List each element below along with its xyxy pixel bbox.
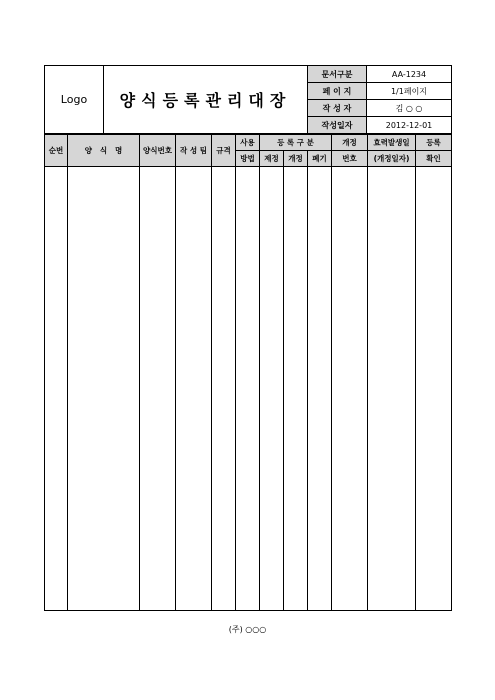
col-form-number: 양식번호 — [140, 135, 176, 167]
meta-label-author: 작 성 자 — [308, 100, 367, 117]
table-cell[interactable] — [368, 167, 416, 611]
col-revision-bottom: 번호 — [332, 151, 368, 167]
col-revision-top: 개정 — [332, 135, 368, 151]
table-cell[interactable] — [236, 167, 260, 611]
col-confirm-top: 등록 — [416, 135, 452, 151]
table-cell[interactable] — [416, 167, 452, 611]
col-usage-top: 사용 — [236, 135, 260, 151]
col-team: 작 성 팀 — [176, 135, 212, 167]
meta-value-author: 김 ○ ○ — [367, 100, 452, 117]
table-cell[interactable] — [68, 167, 140, 611]
company-footer: (주) ○○○ — [228, 625, 267, 634]
meta-value-date: 2012-12-01 — [367, 117, 452, 134]
table-cell[interactable] — [140, 167, 176, 611]
ledger-table — [44, 134, 452, 611]
col-seq: 순번 — [45, 135, 68, 167]
table-row — [45, 167, 452, 611]
col-reg-new: 제정 — [260, 151, 284, 167]
table-cell[interactable] — [308, 167, 332, 611]
col-usage-bottom: 방법 — [236, 151, 260, 167]
col-form-name: 양 식 명 — [68, 135, 140, 167]
col-registration-group: 등 록 구 분 — [260, 135, 332, 151]
page-title: 양식등록관리대장 — [104, 66, 308, 134]
table-cell[interactable] — [45, 167, 68, 611]
table-cell[interactable] — [212, 167, 236, 611]
logo: Logo — [45, 66, 104, 134]
table-cell[interactable] — [332, 167, 368, 611]
table-cell[interactable] — [176, 167, 212, 611]
table-cell[interactable] — [284, 167, 308, 611]
meta-label-date: 작성일자 — [308, 117, 367, 134]
meta-value-doc-type: AA-1234 — [367, 66, 452, 83]
col-reg-discard: 폐기 — [308, 151, 332, 167]
form-registration-ledger — [44, 65, 451, 611]
col-effective-top: 효력발생일 — [368, 135, 416, 151]
col-reg-revise: 개정 — [284, 151, 308, 167]
meta-label-page: 페 이 지 — [308, 83, 367, 100]
table-cell[interactable] — [260, 167, 284, 611]
meta-value-page: 1/1페이지 — [367, 83, 452, 100]
meta-label-doc-type: 문서구분 — [308, 66, 367, 83]
col-effective-bottom: (개정일자) — [368, 151, 416, 167]
header-table — [44, 65, 452, 134]
col-spec: 규격 — [212, 135, 236, 167]
col-confirm-bottom: 확인 — [416, 151, 452, 167]
